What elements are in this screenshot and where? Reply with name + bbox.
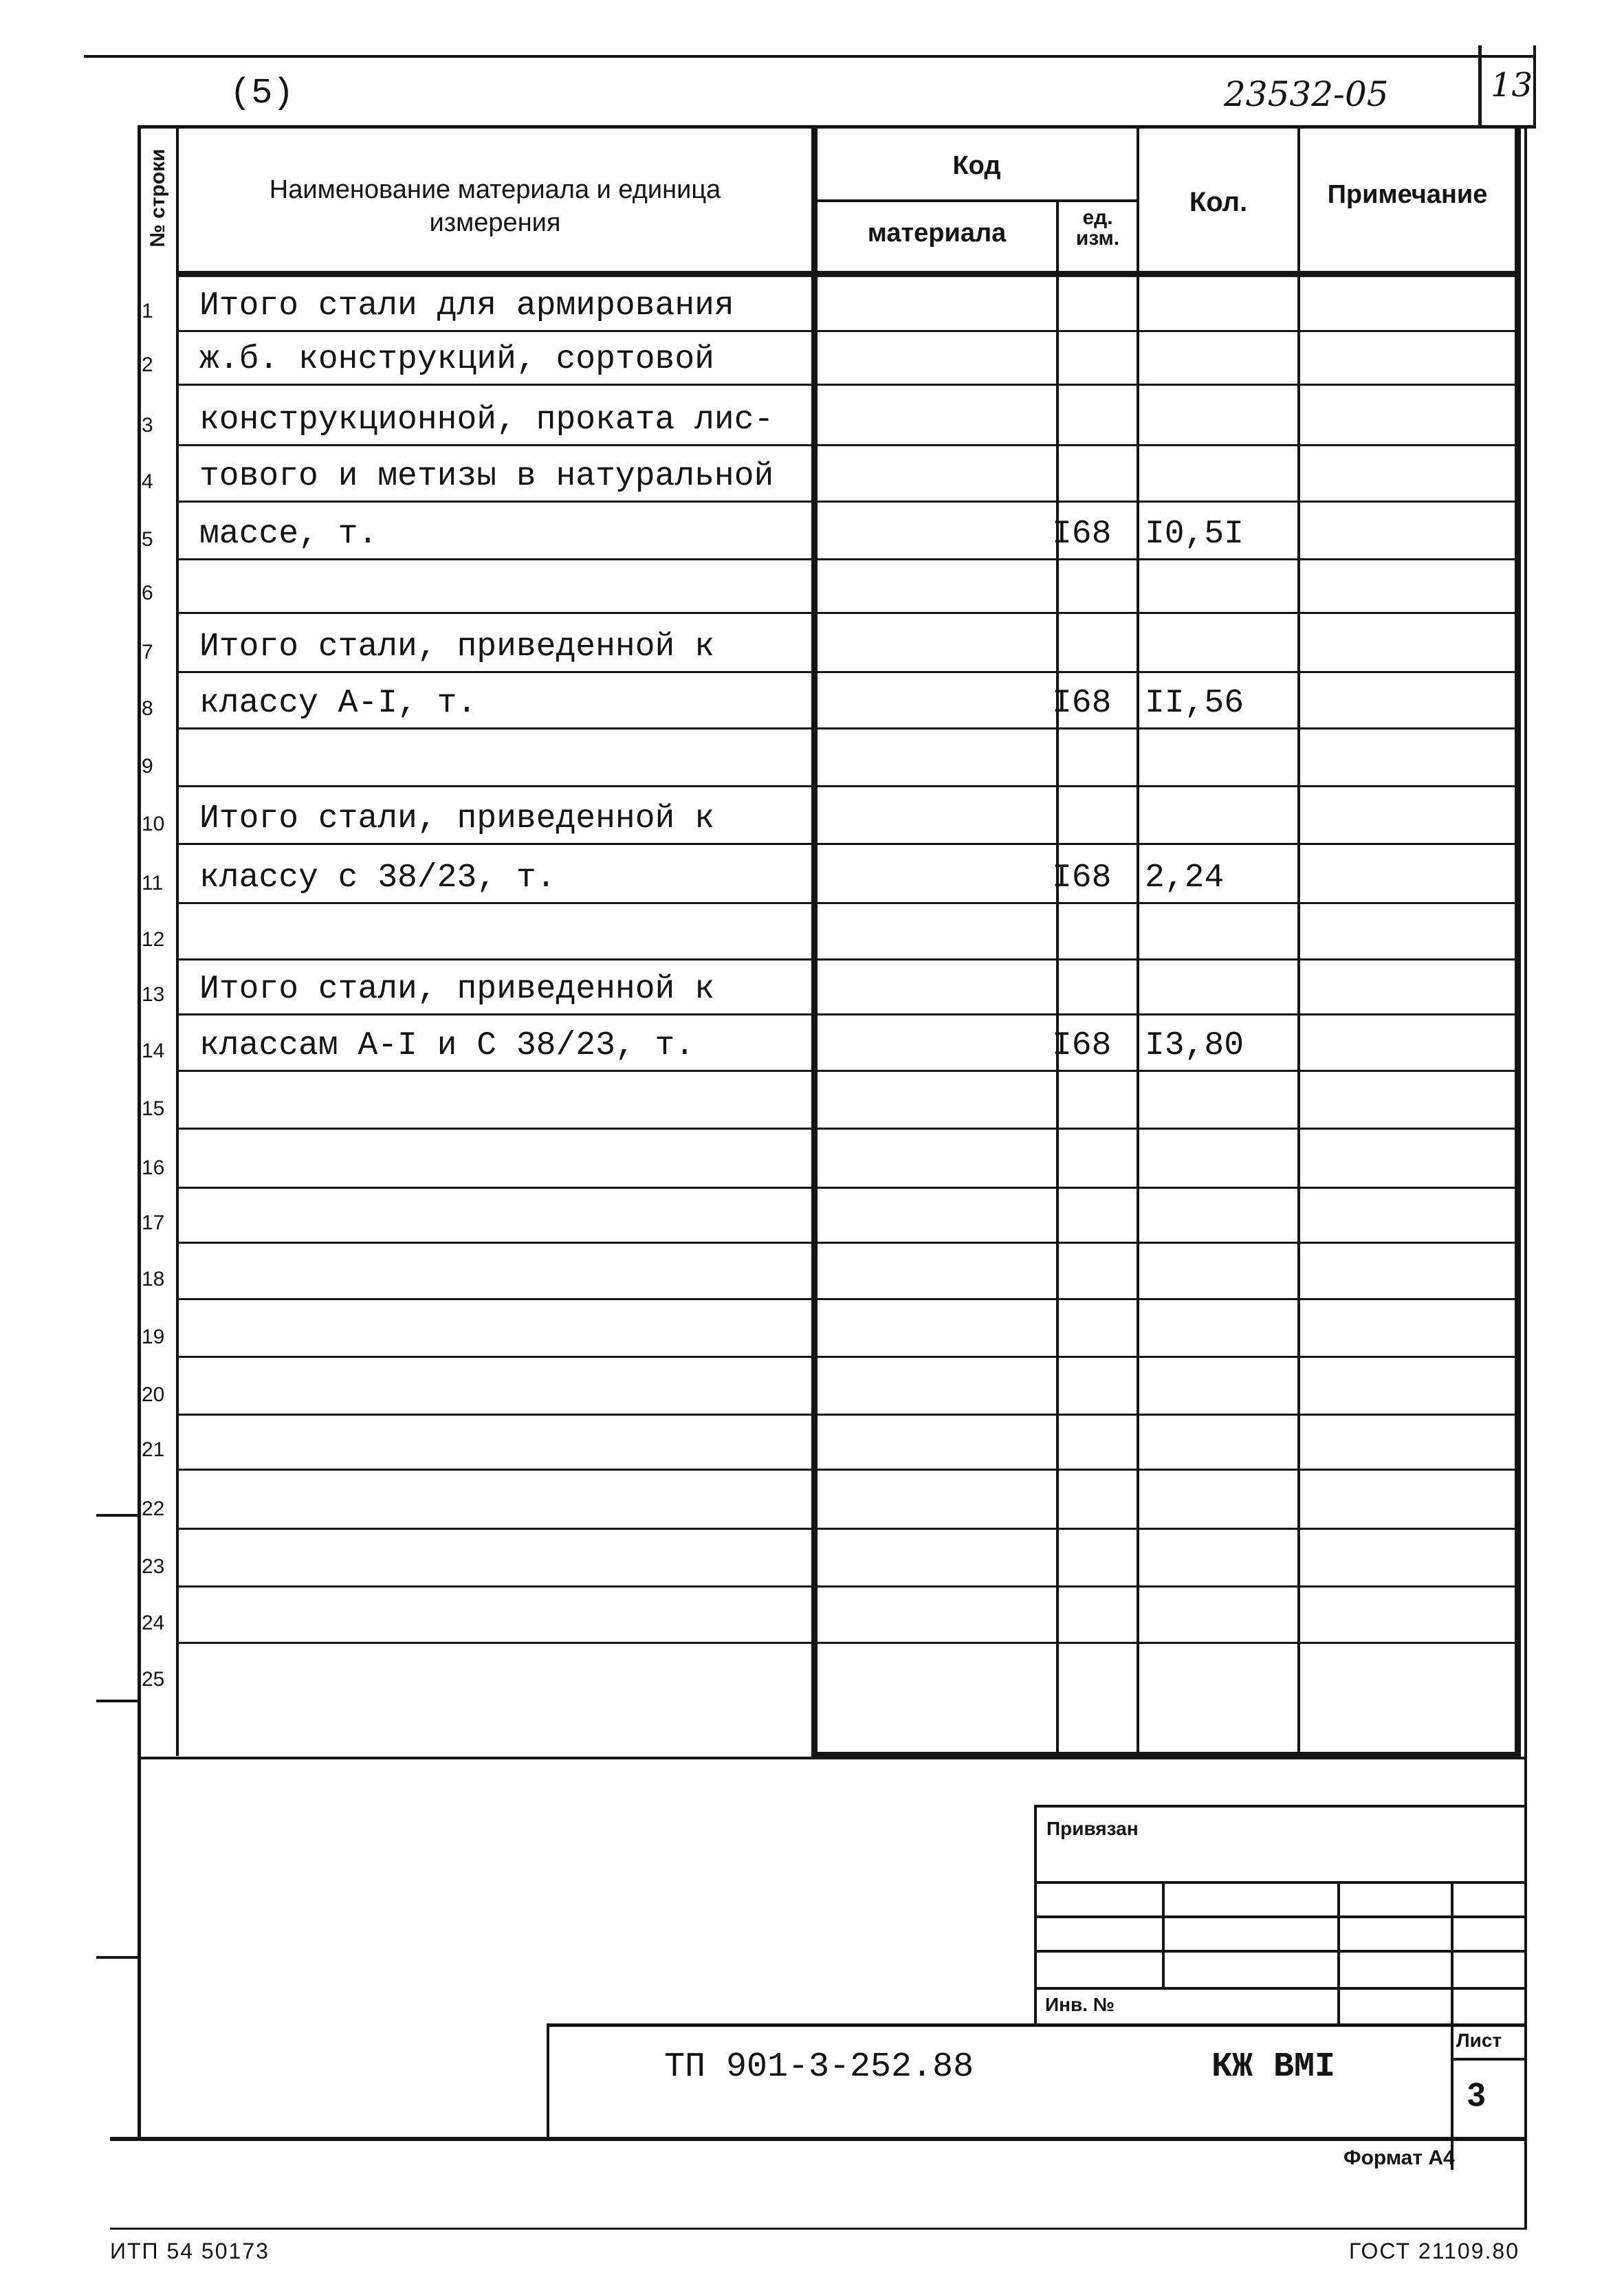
row-number-divider: [176, 125, 179, 1756]
sheet-value: 3: [1467, 2077, 1486, 2113]
row-name: конструкционной, проката лис-: [199, 402, 774, 439]
row-number: 1: [142, 300, 153, 322]
row-number: 18: [142, 1268, 165, 1291]
row-line: [176, 444, 1521, 446]
row-qty: 2,24: [1145, 859, 1225, 897]
col-code-unit: ед. изм.: [1075, 206, 1120, 250]
row-number: 20: [142, 1383, 165, 1406]
title-block-top: [547, 2023, 1524, 2027]
stamp-vgrid-1: [1162, 1881, 1165, 1988]
row-number: 23: [142, 1555, 165, 1578]
row-line: [176, 1528, 1521, 1530]
row-unit: I68: [1052, 516, 1112, 553]
margin-tick-1: [96, 1514, 139, 1517]
row-unit: I68: [1052, 685, 1112, 722]
row-line: [176, 785, 1521, 787]
sheet-number: 13: [1491, 66, 1533, 105]
row-line: [176, 1469, 1521, 1471]
right-code: ГОСТ 21109.80: [1349, 2239, 1519, 2263]
col-name: Наименование материала и единица измерения: [269, 175, 721, 237]
row-unit: I68: [1052, 859, 1112, 897]
row-name: массе, т.: [199, 516, 378, 553]
row-line: [176, 1642, 1521, 1644]
row-line: [176, 727, 1521, 729]
row-number: 16: [142, 1156, 165, 1179]
row-line: [176, 1013, 1521, 1015]
format-label: Формат А4: [1343, 2146, 1455, 2169]
row-line: [176, 1298, 1521, 1300]
col-note: Примечание: [1327, 180, 1488, 209]
row-number: 11: [142, 872, 164, 894]
row-qty: I0,5I: [1145, 516, 1244, 553]
row-line: [176, 671, 1521, 673]
row-number: 15: [142, 1097, 165, 1120]
table-bottom-thin: [138, 1757, 1524, 1759]
col-code: Код: [952, 151, 1001, 180]
row-qty: II,56: [1145, 685, 1244, 722]
row-name: классам А-I и С 38/23, т.: [199, 1027, 695, 1064]
title-block-left: [547, 2023, 549, 2140]
row-number: 24: [142, 1612, 165, 1634]
row-line: [176, 558, 1521, 560]
doc-number: 23532-05: [1224, 74, 1389, 114]
sheet-number-divider: [1478, 45, 1482, 128]
qty-column-divider: [1297, 125, 1300, 1756]
row-line: [176, 1585, 1521, 1588]
unit-column-divider: [1137, 125, 1139, 1756]
row-line: [176, 843, 1521, 845]
row-number: 19: [142, 1326, 165, 1348]
row-number: 10: [142, 813, 165, 835]
row-name: Итого стали, приведенной к: [199, 800, 714, 837]
row-line: [176, 330, 1521, 332]
row-line: [176, 1187, 1521, 1189]
frame-right-line: [1524, 125, 1527, 2228]
code-material-divider: [1056, 201, 1059, 1756]
mark: КЖ ВМI: [1211, 2047, 1336, 2087]
name-column-divider: [811, 125, 818, 1756]
section-mark: (5): [230, 73, 294, 113]
row-number: 21: [142, 1438, 165, 1461]
row-line: [176, 612, 1521, 614]
row-unit: I68: [1052, 1027, 1112, 1064]
row-number: 3: [142, 414, 153, 437]
row-number: 22: [142, 1497, 165, 1520]
header-thick-bottom: [176, 271, 1521, 277]
row-line: [176, 958, 1521, 960]
row-number: 2: [142, 353, 153, 376]
row-line: [176, 1414, 1521, 1416]
code-header-split: [811, 199, 1139, 202]
col-code-material: материала: [867, 219, 1007, 248]
row-name: ж.б. конструкций, сортовой: [199, 341, 714, 378]
col-qty: Кол.: [1189, 187, 1248, 217]
left-code: ИТП 54 50173: [110, 2239, 270, 2263]
linked-label: Привязан: [1046, 1818, 1139, 1839]
row-line: [176, 1356, 1521, 1358]
row-number: 13: [142, 983, 165, 1006]
row-name: классу с 38/23, т.: [199, 859, 556, 897]
row-line: [176, 501, 1521, 503]
trim-line: [110, 2228, 1527, 2230]
sheet-label-line: [1451, 2058, 1524, 2061]
row-line: [176, 1070, 1521, 1072]
stamp-vgrid-2: [1337, 1881, 1340, 2025]
row-name: Итого стали, приведенной к: [199, 971, 714, 1008]
row-number: 6: [142, 582, 153, 604]
frame-right-outer: [1533, 45, 1536, 127]
row-number: 4: [142, 470, 153, 493]
row-number: 14: [142, 1040, 165, 1062]
row-number: 5: [142, 528, 153, 551]
row-qty: I3,80: [1145, 1027, 1244, 1064]
page-bottom-line: [110, 2137, 1524, 2141]
row-line: [176, 1242, 1521, 1244]
top-border: [84, 55, 1536, 58]
row-name: тового и метизы в натуральной: [199, 458, 774, 495]
stamp-linked-top: [1034, 1805, 1524, 1808]
row-number: 7: [142, 641, 153, 663]
col-row-no: № строки: [146, 149, 169, 248]
row-name: классу А-I, т.: [199, 685, 477, 722]
row-number: 9: [142, 755, 153, 778]
row-name: Итого стали для армирования: [199, 287, 734, 325]
sheet-label: Лист: [1456, 2030, 1502, 2051]
row-line: [176, 902, 1521, 904]
row-line: [176, 384, 1521, 386]
margin-tick-3: [96, 1956, 139, 1959]
row-number: 12: [142, 928, 165, 951]
inv-label: Инв. №: [1045, 1994, 1115, 2015]
row-number: 25: [142, 1668, 165, 1691]
note-right-line: [1515, 125, 1521, 1756]
row-number: 17: [142, 1211, 165, 1234]
designation: ТП 901-3-252.88: [664, 2047, 974, 2087]
left-frame-line: [138, 125, 141, 2140]
row-name: Итого стали, приведенной к: [199, 628, 714, 666]
header-bottom-line: [138, 125, 1536, 129]
row-number: 8: [142, 697, 153, 720]
row-line: [176, 1128, 1521, 1130]
margin-tick-2: [96, 1700, 139, 1702]
